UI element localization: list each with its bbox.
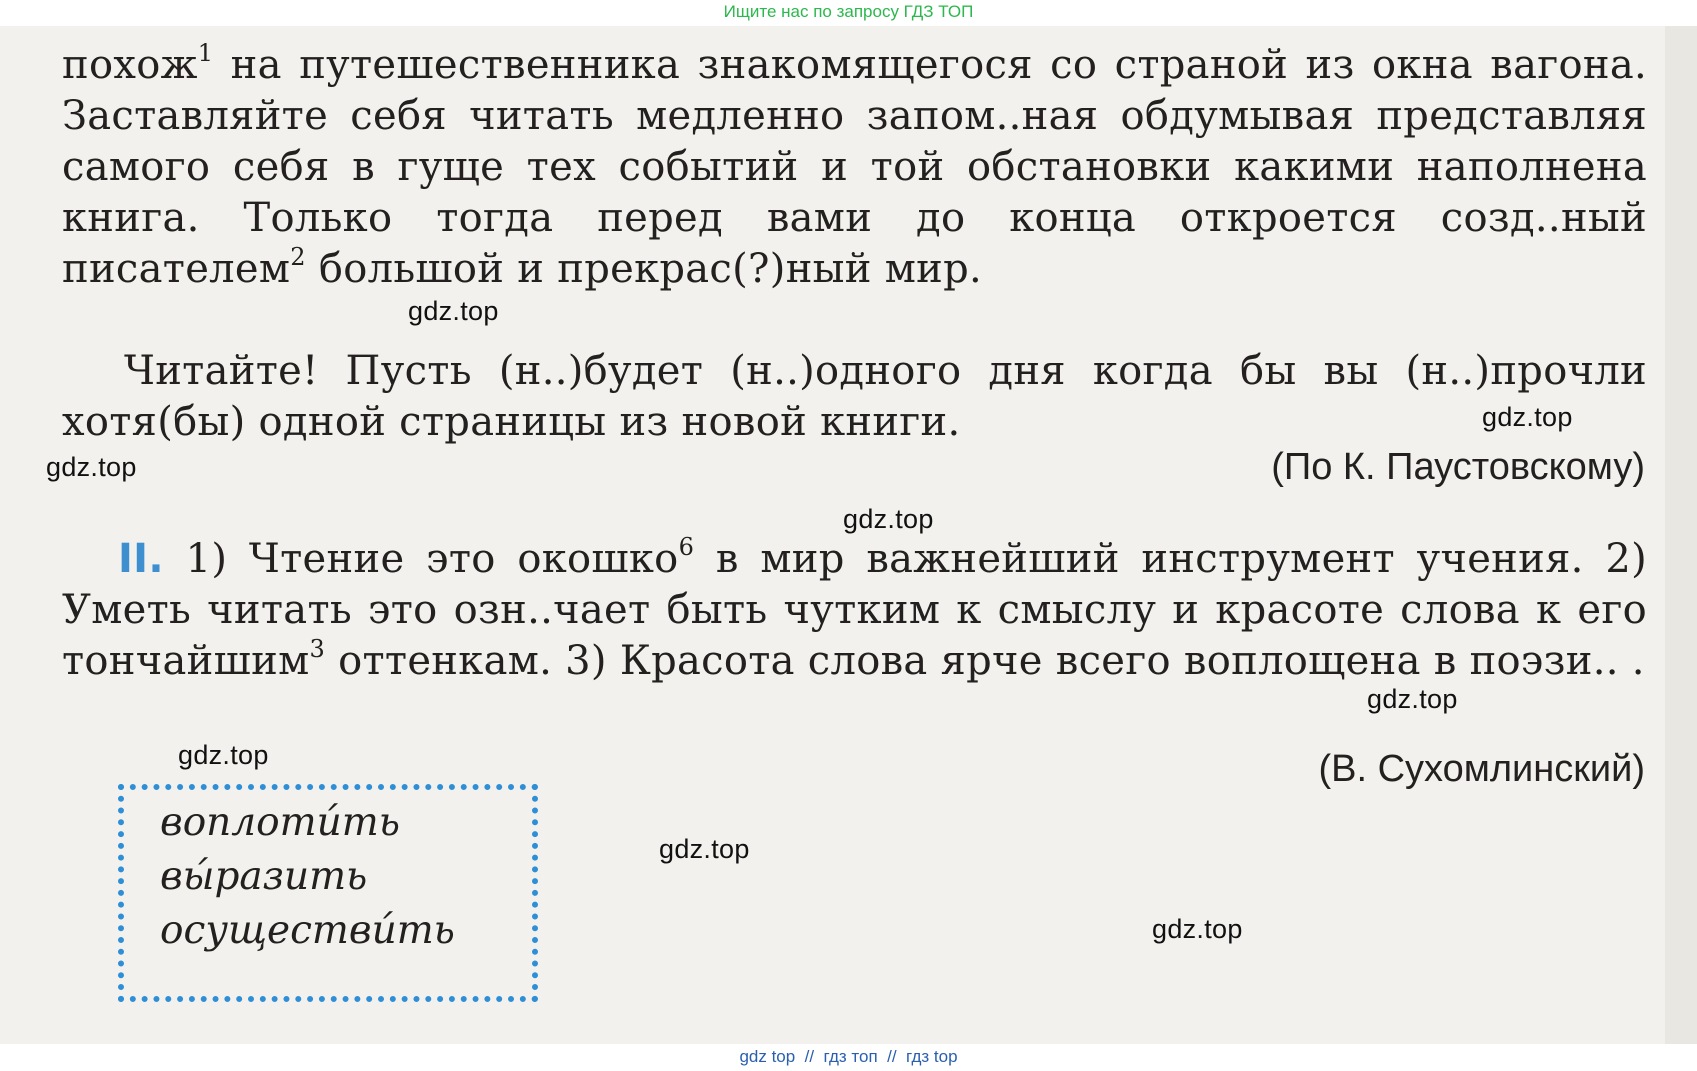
attribution-sukhomlinsky: (В. Сухомлинский)	[1318, 748, 1645, 790]
footer-links	[0, 1044, 1697, 1071]
top-banner	[0, 0, 1697, 26]
paragraph-2: Читайте! Пусть (н..)будет (н..)одного дня когда бы вы (н..)прочли хотя(бы) одной страницы из новой книги.	[62, 348, 1647, 445]
section-2-text: II. 1) Чтение это окошко$^6$ в мир важнейший инструмент учения. 2) Уметь читать это озн..чает быть чутким к смыслу и красоте слова к его тончайшим$^3$ оттенкам. 3) Красота слова ярче всего воплощена в поэзи.. .	[62, 533, 1647, 684]
top-banner-text: Ищите нас по запросу ГДЗ ТОП	[723, 2, 974, 21]
footnote-marker: 2	[290, 243, 306, 271]
watermark: gdz.top	[659, 834, 750, 864]
watermark: gdz.top	[843, 504, 934, 534]
section-number: II.	[118, 536, 164, 582]
watermark: gdz.top	[1482, 402, 1573, 432]
watermark: gdz.top	[1367, 684, 1458, 714]
vocab-word: воплоти́ть	[160, 800, 400, 845]
vocab-word: осуществи́ть	[160, 908, 455, 953]
watermark: gdz.top	[408, 296, 499, 326]
watermark: gdz.top	[178, 740, 269, 770]
footnote-marker: 1	[197, 39, 214, 67]
paragraph-1: похож$^1$ на путешественника знакомящегося со страной из окна вагона. Заставляйте себя читать медленно запом..ная обдумывая представляя самого себя в гуще тех событий и той обстановки какими наполнена книга. Только тогда перед вами до конца откроется созд..ный писателем$^2$ большой и прекрас(?)ный мир.	[62, 39, 1647, 292]
footnote-marker: 3	[309, 635, 326, 663]
vocab-word: вы́разить	[160, 854, 368, 899]
attribution-paustovsky: (По К. Паустовскому)	[1271, 446, 1645, 488]
footer-text: gdz top // гдз топ // гдз top	[739, 1047, 958, 1066]
watermark: gdz.top	[46, 452, 137, 482]
textbook-page	[0, 26, 1697, 1044]
vocabulary-box	[118, 784, 538, 1002]
footnote-marker: 6	[678, 533, 695, 561]
watermark: gdz.top	[1152, 914, 1243, 944]
